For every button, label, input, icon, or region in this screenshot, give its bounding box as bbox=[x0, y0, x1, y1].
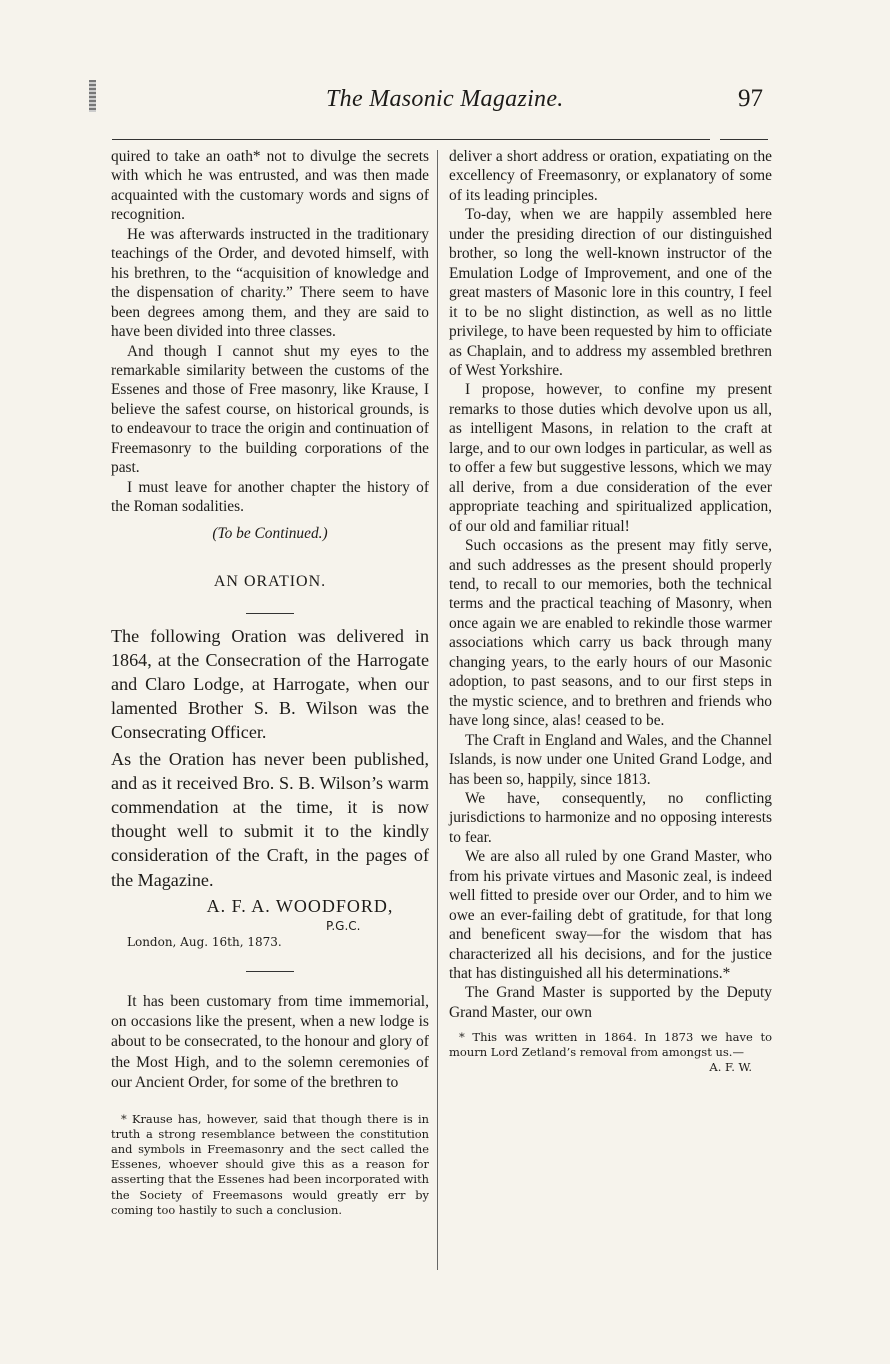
paragraph: And though I cannot shut my eyes to the remarkable similarity between the customs of the Essenes and those of Free masonry, like Krause, I believe the safest course, on historical grounds, is to endeavour to trace the origin and continuation of Freemasonry to the building corporations of the past. bbox=[111, 342, 429, 477]
section-divider-rule bbox=[246, 613, 294, 614]
footnote-text: * This was written in 1864. In 1873 we have to mourn Lord Zetland’s removal from amongst us.— bbox=[449, 1030, 772, 1060]
header-rule-right bbox=[720, 139, 768, 140]
binding-edge-mark bbox=[89, 80, 96, 112]
paragraph: To-day, when we are happily assembled here under the presiding direction of our distinguished brother, so long the well-known instructor of the Emulation Lodge of Improvement, and one of the great masters of Masonic lore in this country, I feel it to be no slight distinction, as well as no little privilege, to have been requested by him to officiate as Chaplain, and to address my assembled brethren of West Yorkshire. bbox=[449, 206, 772, 379]
column-divider bbox=[437, 150, 438, 1270]
editor-introduction bbox=[111, 624, 429, 892]
paragraph: We have, consequently, no conflicting jurisdictions to harmonize and no opposing interests to fear. bbox=[449, 789, 772, 846]
footnote-zetland bbox=[449, 1030, 772, 1075]
paragraph: deliver a short address or oration, expatiating on the excellency of Freemasonry, or explanatory of some of its leading principles. bbox=[449, 148, 772, 204]
oration-opening bbox=[111, 992, 429, 1094]
oration-paragraph: It has been customary from time immemorial, on occasions like the present, when a new lodge is about to be consecrated, to the honour and glory of the Most High, and to the solemn ceremonies of our Ancient Order, for some of the brethren to bbox=[111, 992, 429, 1092]
paragraph: The Craft in England and Wales, and the Channel Islands, is now under one United Grand Lodge, and has been so, happily, since 1813. bbox=[449, 731, 772, 788]
page-number: 97 bbox=[738, 85, 763, 112]
footnote-signature: A. F. W. bbox=[709, 1060, 752, 1075]
oration-text bbox=[449, 147, 772, 1022]
right-column bbox=[449, 147, 772, 1075]
footnote-krause bbox=[111, 1112, 429, 1218]
section-heading: AN ORATION. bbox=[213, 572, 327, 590]
paragraph: The Grand Master is supported by the Deputy Grand Master, our own bbox=[449, 984, 772, 1021]
paragraph: Such occasions as the present may fitly serve, and such addresses as the present should properly tend, to recall to our memories, both the technical terms and the practical teaching of Masonry, when once again we are enabled to rekindle those warmer associations which carry us back through many changing years, to the early hours of our Masonic adoption, to past seasons, and to our first steps in the mystic science, and to brethren and friends who have long since, alas! ceased to be. bbox=[449, 537, 772, 730]
paragraph: We are also all ruled by one Grand Master, who from his private virtues and Masonic zeal, is indeed well fitted to preside over our Order, and to him we owe an ever-failing debt of gratitude, for that long and beneficent sway—for the wisdom that has characterized all his decisions, and for the justice that has distinguished all his determinations.* bbox=[449, 848, 772, 983]
oration-divider-rule bbox=[246, 971, 294, 972]
paragraph: I propose, however, to confine my present remarks to those duties which devolve upon us all, as intelligent Masons, in relation to the craft at large, and to our own lodges in particular, as well as to offer a few but suggestive lessons, which we may all derive, from a due consideration of the ever appropriate teaching and spiritualized application, of our old and familiar ritual! bbox=[449, 381, 772, 535]
author-title: P.G.C. bbox=[326, 918, 361, 933]
essenes-article-text bbox=[111, 147, 429, 517]
paragraph: He was afterwards instructed in the traditionary teachings of the Order, and devoted himself, with his brethren, to the “acquisition of knowledge and the dispensation of charity.” There seem to have been degrees among them, and they are said to have been divided into three classes. bbox=[111, 225, 429, 341]
paragraph: I must leave for another chapter the history of the Roman sodalities. bbox=[111, 478, 429, 516]
intro-paragraph: The following Oration was delivered in 1864, at the Consecration of the Harrogate and Claro Lodge, at Harrogate, when our lamented Brother S. B. Wilson was the Consecrating Officer. bbox=[111, 625, 429, 742]
left-column bbox=[111, 147, 429, 1218]
paragraph: quired to take an oath* not to divulge the secrets with which he was entrusted, and was then made acquainted with the customary words and signs of recognition. bbox=[111, 148, 429, 224]
signature-date: London, Aug. 16th, 1873. bbox=[127, 934, 282, 949]
running-header-title: The Masonic Magazine. bbox=[326, 86, 564, 112]
header-rule-left bbox=[112, 139, 710, 140]
footnote-text: * Krause has, however, said that though there is in truth a strong resemblance between the constitution and symbols in Freemasonry and the sect called the Essenes, whoever should give this as a reason for asserting that the Essenes had been incorporated with the Society of Freemasons would greatly err by coming too hastily to such a conclusion. bbox=[111, 1111, 429, 1217]
to-be-continued-note: (To be Continued.) bbox=[212, 524, 328, 542]
intro-paragraph: As the Oration has never been published, and as it received Bro. S. B. Wilson’s warm commendation at the time, it is now thought well to submit it to the kindly consideration of the Craft, in the pages of the Magazine. bbox=[111, 749, 429, 890]
author-signature: A. F. A. WOODFORD, bbox=[206, 895, 394, 916]
